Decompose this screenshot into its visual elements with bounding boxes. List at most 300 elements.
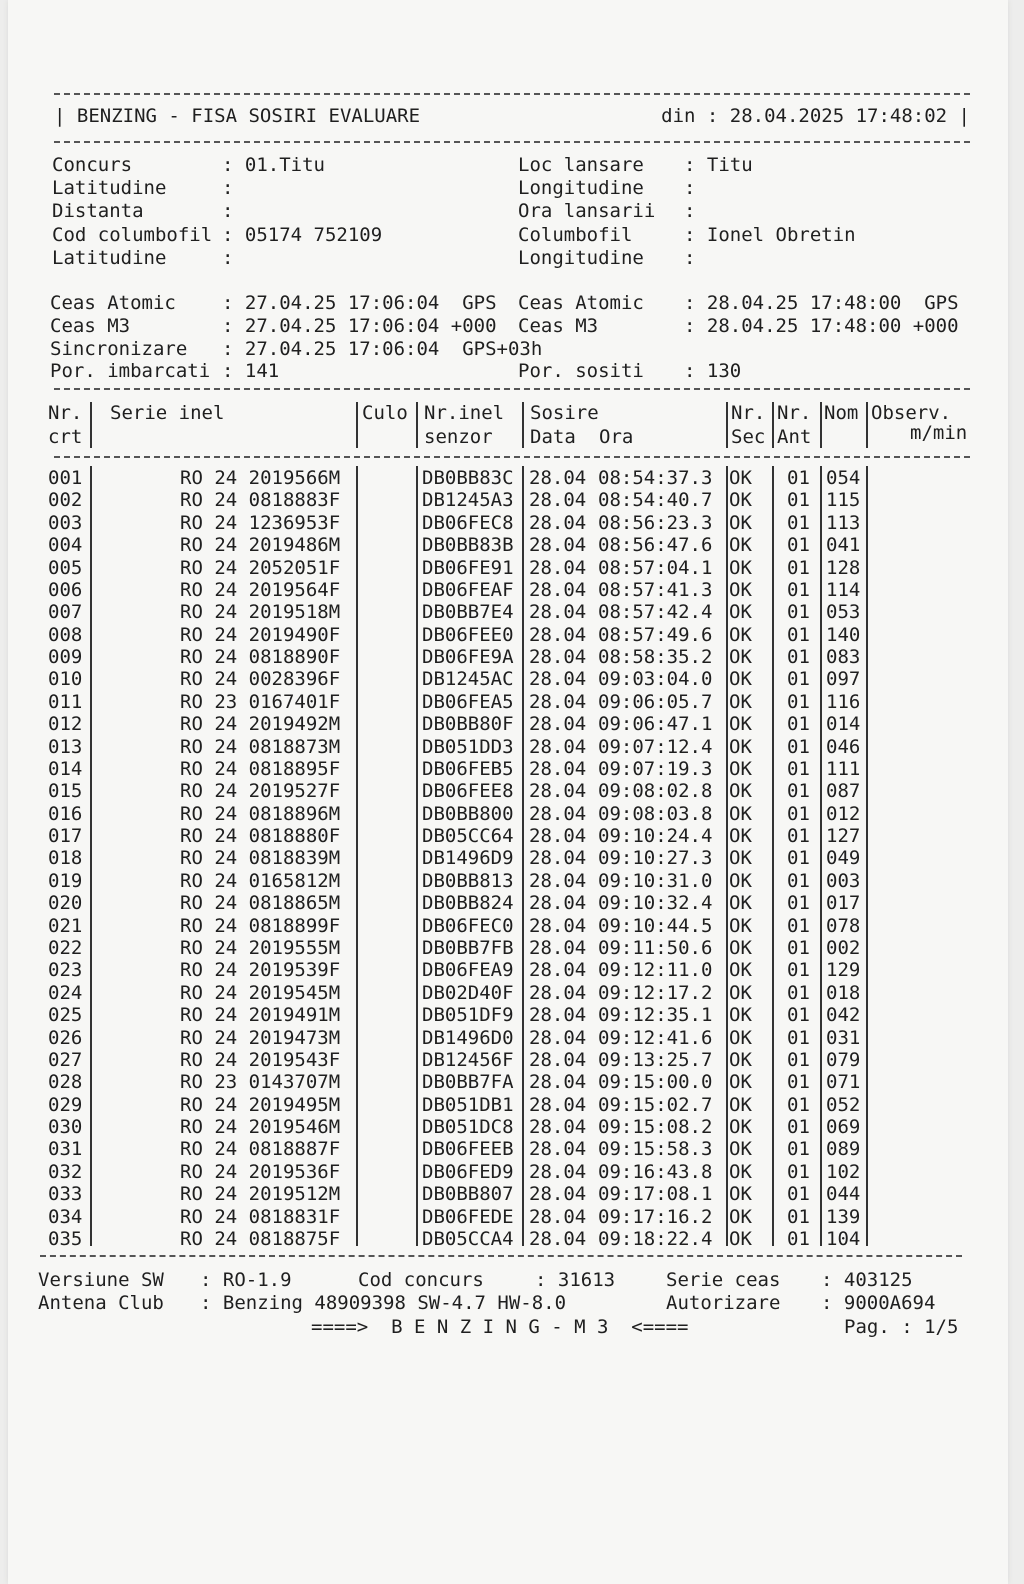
cell-ora: 09:12:11.0: [598, 959, 713, 982]
cell-nom: 071: [826, 1071, 861, 1094]
cell-status: OK: [729, 825, 752, 848]
divider: [54, 388, 970, 390]
cell-serie: RO 24 2019545M: [180, 981, 341, 1004]
cell-data: 28.04: [529, 780, 587, 803]
cell-data: 28.04: [529, 825, 587, 848]
cell-ora: 08:57:04.1: [598, 556, 713, 579]
versiune-label: Versiune SW: [38, 1269, 164, 1291]
table-row: [48, 557, 973, 579]
info-value: : 01.Titu: [222, 154, 325, 176]
col-ora: Ora: [599, 426, 634, 448]
table-row: [48, 713, 973, 735]
cell-ant: 01: [787, 1138, 810, 1161]
cod-value: : 31613: [535, 1269, 616, 1291]
cell-nr: 024: [48, 981, 83, 1004]
cell-data: 28.04: [529, 713, 587, 736]
cell-data: 28.04: [529, 646, 587, 669]
cell-ant: 01: [787, 690, 810, 713]
cell-nr: 035: [48, 1227, 83, 1250]
cell-senzor: DB06FEE0: [422, 623, 514, 646]
cell-ant: 01: [787, 847, 810, 870]
clock-label: Por. imbarcati: [50, 360, 211, 382]
cell-ant: 01: [787, 1160, 810, 1183]
cell-serie: RO 24 2019492M: [180, 713, 341, 736]
cell-nom: 083: [826, 646, 861, 669]
cell-ora: 08:56:23.3: [598, 511, 713, 534]
cell-senzor: DB0BB83B: [422, 534, 514, 557]
cell-nom: 114: [826, 578, 861, 601]
info-value: : Titu: [684, 154, 753, 176]
info-label: Latitudine: [52, 247, 167, 269]
cell-senzor: DB0BB7FA: [422, 1071, 514, 1094]
column-rule: [356, 402, 358, 448]
table-row: [48, 512, 973, 534]
cell-serie: RO 24 0165812M: [180, 869, 341, 892]
cell-data: 28.04: [529, 601, 587, 624]
cell-nr: 013: [48, 735, 83, 758]
cell-data: 28.04: [529, 1227, 587, 1250]
cell-serie: RO 24 0818865M: [180, 892, 341, 915]
cell-status: OK: [729, 1004, 752, 1027]
cell-status: OK: [729, 1227, 752, 1250]
cell-serie: RO 24 0818896M: [180, 802, 341, 825]
cell-ant: 01: [787, 1093, 810, 1116]
cell-ora: 09:08:02.8: [598, 780, 713, 803]
cell-serie: RO 24 2019490F: [180, 623, 341, 646]
cell-serie: RO 24 0818883F: [180, 489, 341, 512]
col-mmin: m/min: [910, 422, 968, 444]
table-row: [48, 489, 973, 511]
cell-nr: 010: [48, 668, 83, 691]
cell-nom: 111: [826, 757, 861, 780]
table-row: [48, 601, 973, 623]
cell-status: OK: [729, 713, 752, 736]
table-row: [48, 668, 973, 690]
clock-value: : 27.04.25 17:06:04 GPS: [222, 292, 497, 314]
cell-serie: RO 24 0818875F: [180, 1227, 341, 1250]
cell-ora: 09:13:25.7: [598, 1048, 713, 1071]
cell-status: OK: [729, 1183, 752, 1206]
cell-serie: RO 24 2019546M: [180, 1116, 341, 1139]
cell-ant: 01: [787, 1071, 810, 1094]
cell-ora: 09:12:17.2: [598, 981, 713, 1004]
cell-nom: 049: [826, 847, 861, 870]
cell-ora: 09:10:27.3: [598, 847, 713, 870]
cell-ant: 01: [787, 825, 810, 848]
cell-serie: RO 24 0818873M: [180, 735, 341, 758]
cell-senzor: DB0BB80F: [422, 713, 514, 736]
cell-senzor: DB1245A3: [422, 489, 514, 512]
cell-nr: 027: [48, 1048, 83, 1071]
table-row: [48, 847, 973, 869]
cell-senzor: DB06FED9: [422, 1160, 514, 1183]
cell-senzor: DB051DD3: [422, 735, 514, 758]
info-label: Latitudine: [52, 177, 167, 199]
cell-senzor: DB06FEDE: [422, 1205, 514, 1228]
cell-ora: 09:10:32.4: [598, 892, 713, 915]
table-row: [48, 825, 973, 847]
cell-nr: 017: [48, 825, 83, 848]
cell-nom: 113: [826, 511, 861, 534]
cell-data: 28.04: [529, 892, 587, 915]
cell-ora: 08:57:42.4: [598, 601, 713, 624]
cell-ora: 09:06:05.7: [598, 690, 713, 713]
table-row: [48, 1027, 973, 1049]
cell-serie: RO 24 2019566M: [180, 467, 341, 489]
cell-ant: 01: [787, 489, 810, 512]
cell-serie: RO 24 2019555M: [180, 936, 341, 959]
col-data: Data: [530, 426, 576, 448]
cell-data: 28.04: [529, 1138, 587, 1161]
cell-data: 28.04: [529, 511, 587, 534]
antena-value: : Benzing 48909398 SW-4.7 HW-8.0: [200, 1292, 567, 1314]
cell-nr: 009: [48, 646, 83, 669]
cell-nr: 033: [48, 1183, 83, 1206]
versiune-value: : RO-1.9: [200, 1269, 292, 1291]
cell-nom: 087: [826, 780, 861, 803]
cell-status: OK: [729, 959, 752, 982]
cell-senzor: DB1496D9: [422, 847, 514, 870]
cell-ant: 01: [787, 757, 810, 780]
cell-nom: 089: [826, 1138, 861, 1161]
cell-nom: 031: [826, 1026, 861, 1049]
clock-label: Por. sositi: [518, 360, 644, 382]
cell-nom: 097: [826, 668, 861, 691]
col-sosire: Sosire: [530, 402, 599, 424]
cell-ora: 09:10:31.0: [598, 869, 713, 892]
divider: [54, 93, 970, 95]
cell-ant: 01: [787, 1116, 810, 1139]
cell-ant: 01: [787, 713, 810, 736]
cell-data: 28.04: [529, 1205, 587, 1228]
table-row: [48, 646, 973, 668]
cell-nom: 014: [826, 713, 861, 736]
info-label: Ora lansarii: [518, 200, 656, 222]
cell-status: OK: [729, 1048, 752, 1071]
cell-senzor: DB06FE9A: [422, 646, 514, 669]
divider: [54, 456, 970, 458]
clock-label: Ceas M3: [518, 315, 599, 337]
cell-nom: 078: [826, 914, 861, 937]
col-crt: crt: [48, 426, 83, 448]
column-rule: [416, 402, 418, 448]
cell-ant: 01: [787, 981, 810, 1004]
column-rule: [772, 402, 774, 448]
info-value: : Ionel Obretin: [684, 224, 856, 246]
cell-ant: 01: [787, 936, 810, 959]
autorizare-value: : 9000A694: [821, 1292, 936, 1314]
info-label: Columbofil: [518, 224, 633, 246]
table-row: [48, 758, 973, 780]
cell-data: 28.04: [529, 1093, 587, 1116]
cell-status: OK: [729, 936, 752, 959]
table-row: [48, 1206, 973, 1228]
cell-ant: 01: [787, 959, 810, 982]
info-label: Cod columbofil: [52, 224, 213, 246]
cell-status: OK: [729, 869, 752, 892]
cod-label: Cod concurs: [358, 1269, 484, 1291]
cell-ora: 08:57:49.6: [598, 623, 713, 646]
cell-ora: 08:54:40.7: [598, 489, 713, 512]
table-row: [48, 1071, 973, 1093]
info-value: :: [684, 177, 696, 199]
cell-senzor: DB05CCA4: [422, 1227, 514, 1250]
cell-nr: 025: [48, 1004, 83, 1027]
col-sec: Sec: [731, 426, 766, 448]
info-value: :: [684, 200, 696, 222]
cell-status: OK: [729, 623, 752, 646]
table-row: [48, 915, 973, 937]
cell-nr: 001: [48, 467, 83, 489]
cell-ant: 01: [787, 1004, 810, 1027]
cell-ant: 01: [787, 914, 810, 937]
cell-serie: RO 24 0818899F: [180, 914, 341, 937]
info-label: Concurs: [52, 154, 133, 176]
cell-senzor: DB06FEA9: [422, 959, 514, 982]
cell-status: OK: [729, 489, 752, 512]
cell-nom: 116: [826, 690, 861, 713]
cell-status: OK: [729, 780, 752, 803]
cell-serie: RO 24 2019512M: [180, 1183, 341, 1206]
cell-data: 28.04: [529, 981, 587, 1004]
cell-status: OK: [729, 1160, 752, 1183]
cell-nr: 031: [48, 1138, 83, 1161]
cell-nr: 028: [48, 1071, 83, 1094]
cell-status: OK: [729, 690, 752, 713]
cell-nr: 030: [48, 1116, 83, 1139]
cell-serie: RO 24 0028396F: [180, 668, 341, 691]
table-row: [48, 1228, 973, 1250]
cell-status: OK: [729, 578, 752, 601]
cell-nom: 012: [826, 802, 861, 825]
cell-nr: 006: [48, 578, 83, 601]
info-label: Distanta: [52, 200, 144, 222]
cell-nom: 052: [826, 1093, 861, 1116]
col-nom: Nom: [824, 402, 859, 424]
table-header: [48, 402, 973, 450]
cell-ora: 09:12:35.1: [598, 1004, 713, 1027]
cell-serie: RO 24 2019527F: [180, 780, 341, 803]
cell-senzor: DB06FEE8: [422, 780, 514, 803]
cell-ant: 01: [787, 511, 810, 534]
cell-ora: 08:54:37.3: [598, 467, 713, 489]
cell-nr: 016: [48, 802, 83, 825]
cell-serie: RO 24 2019495M: [180, 1093, 341, 1116]
cell-status: OK: [729, 1093, 752, 1116]
cell-nom: 104: [826, 1227, 861, 1250]
table-row: [48, 1094, 973, 1116]
cell-nr: 022: [48, 936, 83, 959]
info-value: :: [222, 177, 234, 199]
cell-status: OK: [729, 1026, 752, 1049]
cell-status: OK: [729, 467, 752, 489]
cell-senzor: DB0BB800: [422, 802, 514, 825]
cell-senzor: DB06FEB5: [422, 757, 514, 780]
cell-nr: 004: [48, 534, 83, 557]
table-row: [48, 579, 973, 601]
cell-ant: 01: [787, 534, 810, 557]
cell-serie: RO 24 0818887F: [180, 1138, 341, 1161]
divider: [54, 141, 970, 143]
cell-status: OK: [729, 668, 752, 691]
cell-nom: 129: [826, 959, 861, 982]
info-label: Longitudine: [518, 247, 644, 269]
cell-ant: 01: [787, 869, 810, 892]
cell-ora: 08:57:41.3: [598, 578, 713, 601]
cell-senzor: DB051DF9: [422, 1004, 514, 1027]
col-ant: Ant: [777, 426, 812, 448]
info-value: : 05174 752109: [222, 224, 383, 246]
cell-ant: 01: [787, 1227, 810, 1250]
col-observ: Observ.: [871, 402, 952, 424]
cell-data: 28.04: [529, 534, 587, 557]
cell-senzor: DB06FEA5: [422, 690, 514, 713]
cell-nr: 014: [48, 757, 83, 780]
cell-status: OK: [729, 646, 752, 669]
report-title: | BENZING - FISA SOSIRI EVALUARE: [54, 105, 421, 127]
clock-value: : 28.04.25 17:48:00 GPS: [684, 292, 959, 314]
cell-nom: 003: [826, 869, 861, 892]
cell-data: 28.04: [529, 1004, 587, 1027]
cell-senzor: DB06FE91: [422, 556, 514, 579]
cell-senzor: DB051DB1: [422, 1093, 514, 1116]
cell-nom: 046: [826, 735, 861, 758]
cell-nom: 079: [826, 1048, 861, 1071]
table-row: [48, 780, 973, 802]
cell-status: OK: [729, 1138, 752, 1161]
cell-nr: 018: [48, 847, 83, 870]
antena-label: Antena Club: [38, 1292, 164, 1314]
cell-ant: 01: [787, 735, 810, 758]
cell-status: OK: [729, 981, 752, 1004]
cell-senzor: DB0BB807: [422, 1183, 514, 1206]
table-row: [48, 1138, 973, 1160]
cell-nom: 053: [826, 601, 861, 624]
cell-data: 28.04: [529, 668, 587, 691]
cell-nr: 002: [48, 489, 83, 512]
page-number: Pag. : 1/5: [844, 1316, 959, 1338]
cell-nr: 032: [48, 1160, 83, 1183]
cell-ora: 09:18:22.4: [598, 1227, 713, 1250]
table-row: [48, 1183, 973, 1205]
table-row: [48, 691, 973, 713]
cell-senzor: DB051DC8: [422, 1116, 514, 1139]
info-value: :: [222, 247, 234, 269]
cell-ora: 09:11:50.6: [598, 936, 713, 959]
cell-nr: 011: [48, 690, 83, 713]
cell-nr: 023: [48, 959, 83, 982]
cell-serie: RO 24 2019518M: [180, 601, 341, 624]
cell-status: OK: [729, 892, 752, 915]
cell-status: OK: [729, 802, 752, 825]
cell-senzor: DB0BB7FB: [422, 936, 514, 959]
cell-senzor: DB12456F: [422, 1048, 514, 1071]
cell-serie: RO 24 2019473M: [180, 1026, 341, 1049]
cell-data: 28.04: [529, 802, 587, 825]
cell-nom: 017: [826, 892, 861, 915]
cell-senzor: DB0BB824: [422, 892, 514, 915]
cell-ora: 08:58:35.2: [598, 646, 713, 669]
cell-data: 28.04: [529, 959, 587, 982]
cell-serie: RO 24 2019543F: [180, 1048, 341, 1071]
col-sec-top: Nr.: [731, 402, 766, 424]
cell-ora: 09:07:19.3: [598, 757, 713, 780]
cell-senzor: DB06FEC0: [422, 914, 514, 937]
cell-ant: 01: [787, 780, 810, 803]
cell-ora: 09:17:16.2: [598, 1205, 713, 1228]
cell-status: OK: [729, 1205, 752, 1228]
cell-ora: 09:10:24.4: [598, 825, 713, 848]
cell-data: 28.04: [529, 1048, 587, 1071]
cell-nr: 034: [48, 1205, 83, 1228]
clock-value: : 28.04.25 17:48:00 +000: [684, 315, 959, 337]
cell-serie: RO 23 0167401F: [180, 690, 341, 713]
cell-nom: 054: [826, 467, 861, 489]
cell-data: 28.04: [529, 1071, 587, 1094]
cell-serie: RO 24 0818890F: [180, 646, 341, 669]
cell-senzor: DB06FEEB: [422, 1138, 514, 1161]
cell-ora: 09:08:03.8: [598, 802, 713, 825]
cell-serie: RO 24 2019491M: [180, 1004, 341, 1027]
cell-data: 28.04: [529, 847, 587, 870]
cell-data: 28.04: [529, 623, 587, 646]
table-row: [48, 937, 973, 959]
printout-page: [8, 0, 1008, 1584]
cell-data: 28.04: [529, 869, 587, 892]
cell-ant: 01: [787, 892, 810, 915]
cell-ant: 01: [787, 467, 810, 489]
cell-ora: 09:10:44.5: [598, 914, 713, 937]
cell-nr: 005: [48, 556, 83, 579]
cell-senzor: DB0BB7E4: [422, 601, 514, 624]
serie-ceas-value: : 403125: [821, 1269, 913, 1291]
cell-ant: 01: [787, 1048, 810, 1071]
cell-data: 28.04: [529, 735, 587, 758]
serie-ceas-label: Serie ceas: [666, 1269, 781, 1291]
autorizare-label: Autorizare: [666, 1292, 781, 1314]
col-culo: Culo: [362, 402, 408, 424]
cell-nom: 139: [826, 1205, 861, 1228]
table-row: [48, 736, 973, 758]
cell-data: 28.04: [529, 1026, 587, 1049]
cell-nom: 069: [826, 1116, 861, 1139]
cell-nr: 020: [48, 892, 83, 915]
info-value: :: [222, 200, 234, 222]
col-nrinel: Nr.inel: [424, 402, 505, 424]
cell-ant: 01: [787, 1183, 810, 1206]
table-row: [48, 959, 973, 981]
cell-senzor: DB06FEC8: [422, 511, 514, 534]
cell-nr: 003: [48, 511, 83, 534]
cell-ant: 01: [787, 601, 810, 624]
cell-nom: 128: [826, 556, 861, 579]
cell-senzor: DB0BB813: [422, 869, 514, 892]
cell-data: 28.04: [529, 1160, 587, 1183]
table-row: [48, 534, 973, 556]
table-row: [48, 803, 973, 825]
table-row: [48, 870, 973, 892]
clock-value: : 27.04.25 17:06:04 +000: [222, 315, 497, 337]
cell-senzor: DB0BB83C: [422, 467, 514, 489]
cell-serie: RO 24 2019486M: [180, 534, 341, 557]
cell-ant: 01: [787, 1026, 810, 1049]
cell-nr: 019: [48, 869, 83, 892]
column-rule: [866, 402, 868, 448]
report-date: din : 28.04.2025 17:48:02 |: [661, 105, 970, 127]
cell-serie: RO 24 0818895F: [180, 757, 341, 780]
cell-data: 28.04: [529, 467, 587, 489]
cell-ant: 01: [787, 623, 810, 646]
